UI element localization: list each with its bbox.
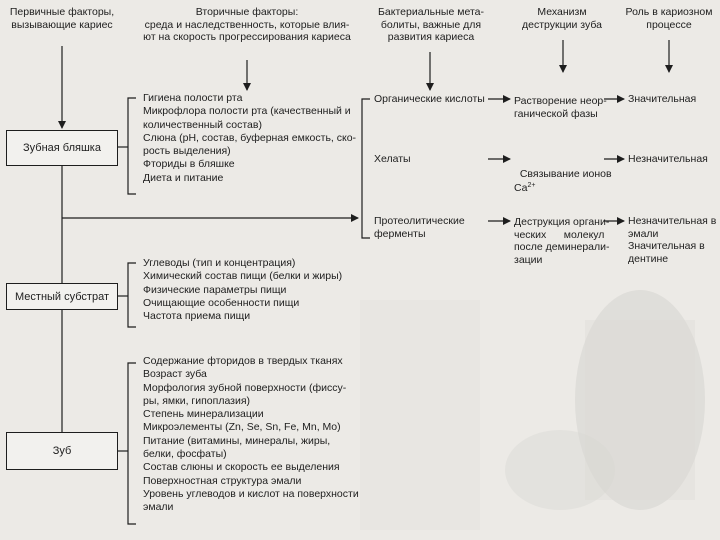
list-item: Микрофлора полости рта (качественный и (143, 105, 351, 118)
box-local-substrate-label: Местный субстрат (15, 290, 109, 303)
box-dental-plaque-label: Зубная бляшка (23, 142, 101, 154)
list-item: Диета и питание (143, 171, 224, 184)
list-item: белки, фосфаты) (143, 448, 227, 461)
list-item: Возраст зуба (143, 368, 207, 381)
substrate-factors-list (143, 257, 342, 323)
list-item: Физические параметры пищи (143, 283, 287, 296)
tooth-factors-list (143, 355, 359, 515)
list-item: ры, ямки, гипоплазия) (143, 394, 251, 407)
header-bacterial-metabolites: Бактериальные мета- болиты, важные для развития кариеса (378, 6, 484, 43)
list-item: Питание (витамины, минералы, жиры, (143, 434, 331, 447)
role-enamel-dentin: Незначительная в эмали Значительная в дентине (628, 215, 717, 265)
metabolite-organic-acids: Органические кислоты (374, 93, 485, 105)
role-insignificant: Незначительная (628, 153, 708, 165)
list-item: Фториды в бляшке (143, 158, 235, 171)
box-dental-plaque (6, 130, 118, 166)
list-item: Микроэлементы (Zn, Se, Sn, Fe, Mn, Mo) (143, 421, 341, 434)
metabolite-chelates: Хелаты (374, 153, 411, 165)
mechanism-organic-destruction: Деструкция органи- ческих молекул после деминерали- зации (514, 216, 610, 266)
mechanism-inorganic-dissolution: Растворение неор- ганической фазы (514, 95, 607, 120)
list-item: Очищающие особенности пищи (143, 296, 300, 309)
plaque-factors-list (143, 92, 356, 185)
list-item: Частота приема пищи (143, 310, 251, 323)
mechanism-calcium-binding (514, 155, 612, 195)
list-item: Состав слюны и скорость ее выделения (143, 461, 340, 474)
role-significant: Значительная (628, 93, 697, 105)
header-primary-factors: Первичные факторы, вызывающие кариес (9, 6, 115, 31)
list-item: Степень минерализации (143, 408, 264, 421)
box-tooth-label: Зуб (52, 445, 72, 457)
list-item: Содержание фторидов в твердых тканях (143, 355, 343, 367)
list-item: Уровень углеводов и кислот на поверхности (143, 487, 359, 500)
list-item: Гигиена полости рта (143, 92, 243, 104)
box-tooth (6, 432, 118, 470)
list-item: Морфология зубной поверхности (фиссу- (143, 381, 347, 394)
metabolite-proteolytic-enzymes: Протеолитические ферменты (374, 215, 465, 240)
list-item: рость выделения) (143, 145, 231, 158)
list-item: Слюна (pH, состав, буферная емкость, ско- (143, 131, 357, 144)
header-caries-role: Роль в кариозном процессе (625, 6, 713, 31)
calcium-charge: 2+ (527, 182, 536, 189)
list-item: Углеводы (тип и концентрация) (143, 257, 296, 269)
box-local-substrate (6, 283, 118, 310)
header-secondary-factors: Вторичные факторы: среда и наследственность, которые влия- ют на скорость прогрессирования кариеса (143, 6, 351, 43)
list-item: эмали (143, 501, 174, 514)
list-item: количественный состав) (143, 118, 262, 131)
header-destruction-mechanism: Механизм деструкции зуба (522, 6, 602, 31)
list-item: Поверхностная структура эмали (143, 474, 302, 487)
list-item: Химический состав пищи (белки и жиры) (143, 270, 343, 283)
mechanism-calcium-binding-text: Связывание ионов Ca (514, 167, 612, 194)
